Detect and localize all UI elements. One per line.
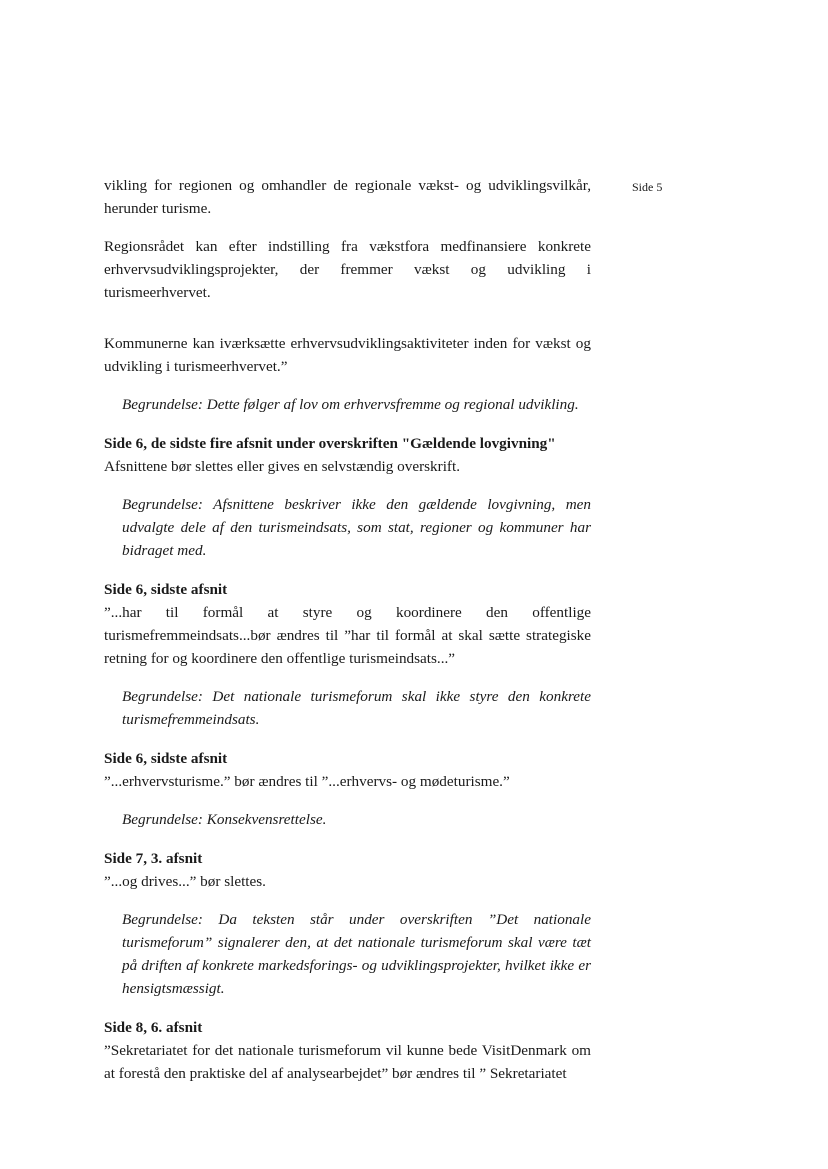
section-heading: Side 6, sidste afsnit: [104, 750, 228, 767]
section-heading: Side 6, sidste afsnit: [104, 581, 228, 598]
paragraph: ”...og drives...” bør slettes.: [104, 873, 266, 890]
section-heading: Side 7, 3. afsnit: [104, 850, 203, 867]
paragraph: Afsnittene bør slettes eller gives en selvstændig overskrift.: [104, 458, 460, 475]
section-heading: Side 8, 6. afsnit: [104, 1019, 203, 1036]
paragraph: ”...erhvervsturisme.” bør ændres til ”...erhvervs- og mødeturisme.”: [104, 773, 510, 790]
paragraph: vikling for regionen og omhandler de regionale vækst- og udviklingsvilkår, herunder turisme.: [104, 177, 591, 217]
paragraph: Kommunerne kan iværksætte erhvervsudviklingsaktiviteter inden for vækst og udvikling i turismeerhvervet.”: [104, 335, 591, 375]
paragraph: ”...har til formål at styre og koordinere den offentlige turismefremmeindsats...bør ændres til ”har til formål at skal sætte strategiske retning for og koordinere den offentlige turismeindsats...”: [104, 604, 591, 667]
justification-note: Begrundelse: Dette følger af lov om erhvervsfremme og regional udvikling.: [122, 396, 579, 413]
justification-note: Begrundelse: Konsekvensrettelse.: [122, 811, 327, 828]
section-heading: Side 6, de sidste fire afsnit under overskriften "Gældende lovgivning": [104, 435, 556, 452]
justification-note: Begrundelse: Afsnittene beskriver ikke den gældende lovgivning, men udvalgte dele af den turismeindsats, som stat, regioner og kommuner har bidraget med.: [122, 496, 591, 559]
paragraph: ”Sekretariatet for det nationale turismeforum vil kunne bede VisitDenmark om at forestå den praktiske del af analysearbejdet” bør ændres til ” Sekretariatet: [104, 1042, 591, 1082]
page-number-label: Side 5: [632, 180, 663, 194]
justification-note: Begrundelse: Det nationale turismeforum skal ikke styre den konkrete turismefremmeindsats.: [122, 688, 591, 728]
justification-note: Begrundelse: Da teksten står under overskriften ”Det nationale turismeforum” signalerer den, at det nationale turismeforum skal være tæt på driften af konkrete markedsforings- og udviklingsprojekter, hvilket ikke er hensigtsmæssigt.: [122, 911, 591, 997]
document-body: [104, 174, 591, 1085]
paragraph: Regionsrådet kan efter indstilling fra vækstfora medfinansiere konkrete erhvervsudviklingsprojekter, der fremmer vækst og udvikling i turismeerhvervet.: [104, 238, 591, 301]
